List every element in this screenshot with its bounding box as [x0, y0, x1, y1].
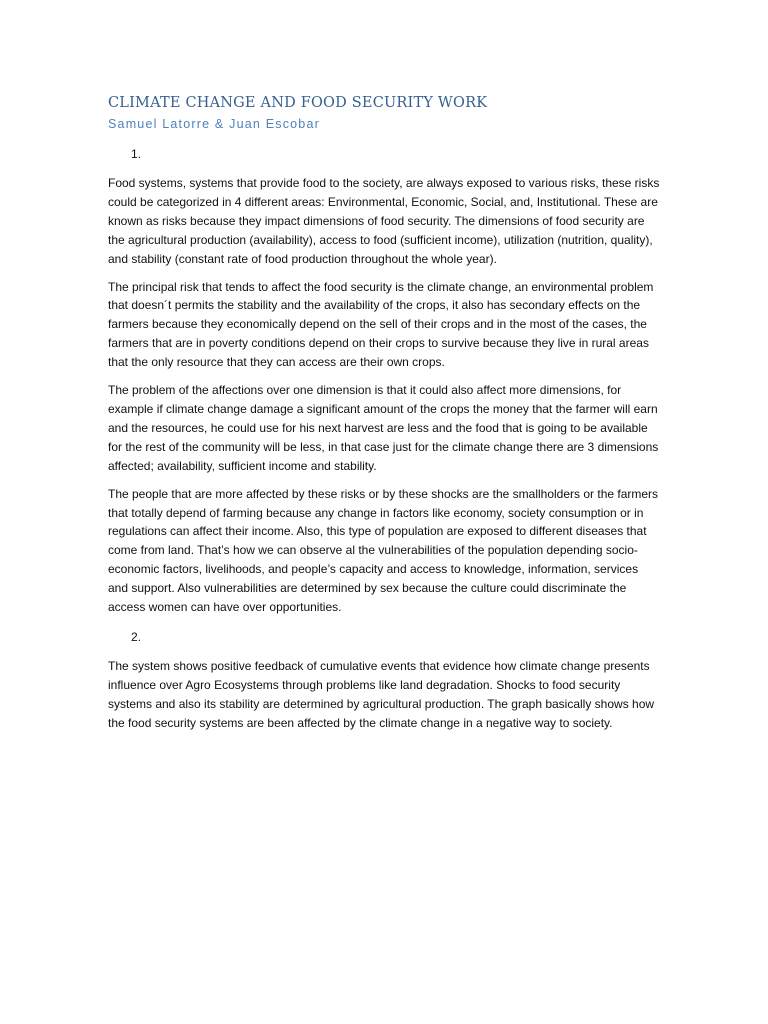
- paragraph-4: The people that are more affected by these risks or by these shocks are the smallholders or the farmers that totally depend of farming because any change in factors like economy, society consumption or in regulations can affect their income. Also, this type of population are exposed to different diseases that come from land. That’s how we can observe al the vulnerabilities of the population depending socio-economic factors, livelihoods, and people’s capacity and access to knowledge, information, services and support. Also vulnerabilities are determined by sex because the culture could discriminate the access women can have over opportunities.: [108, 486, 659, 615]
- paragraph-3: The problem of the affections over one dimension is that it could also affect more dimensions, for example if climate change damage a significant amount of the crops the money that the farmer will earn and the resources, he could use for his next harvest are less and the food that is going to be available for the rest of the community will be less, in that case just for the climate change there are 3 dimensions affected; availability, sufficient income and stability.: [108, 383, 659, 473]
- document-body: [108, 93, 660, 742]
- section-number-2: 2.: [131, 629, 142, 644]
- paragraph-1: Food systems, systems that provide food to the society, are always exposed to various risks, these risks could be categorized in 4 different areas: Environmental, Economic, Social, and, Institutional. These are known as risks because they impact dimensions of food security. The dimensions of food security are the agricultural production (availability), access to food (sufficient income), utilization (nutrition, quality), and stability (constant rate of food production throughout the whole year).: [108, 176, 660, 266]
- document-title: CLIMATE CHANGE AND FOOD SECURITY WORK: [108, 95, 488, 111]
- paragraph-2: The principal risk that tends to affect the food security is the climate change, an environmental problem that doesn´t permits the stability and the availability of the crops, it also has secondary effects on the farmers because they economically depend on the sell of their crops and in the most of the cases, the farmers that are in poverty conditions depend on their crops to survive because they live in rural areas that the only resource that they can access are their own crops.: [108, 279, 654, 370]
- document-authors: Samuel Latorre & Juan Escobar: [108, 117, 320, 131]
- paragraph-5: The system shows positive feedback of cumulative events that evidence how climate change presents influence over Agro Ecosystems through problems like land degradation. Shocks to food security systems and also its stability are determined by agricultural production. The graph basically shows how the food security systems are been affected by the climate change in a negative way to society.: [108, 658, 655, 730]
- section-number-1: 1.: [131, 147, 142, 161]
